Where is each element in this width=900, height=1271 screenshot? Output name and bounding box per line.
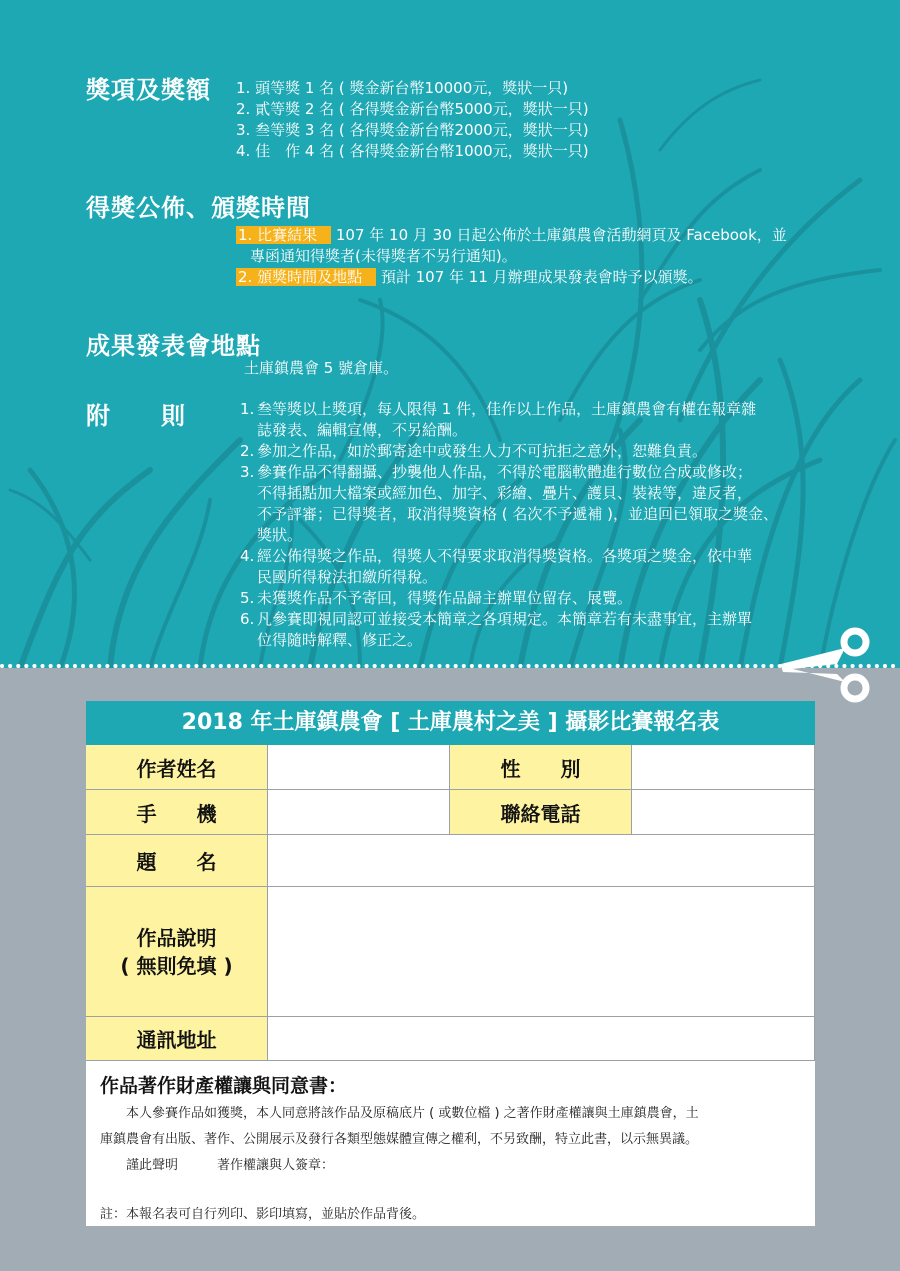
scissors-icon	[775, 624, 875, 712]
work-title-label: 題 名	[86, 835, 268, 887]
prize-item: 1. 頭等獎 1 名 ( 獎金新台幣10000元，獎狀一只)	[236, 79, 569, 97]
prize-item: 4. 佳 作 4 名 ( 各得獎金新台幣1000元，獎狀一只)	[236, 142, 589, 160]
prize-item: 3. 叁等獎 3 名 ( 各得獎金新台幣2000元，獎狀一只)	[236, 121, 589, 139]
work-title-field[interactable]	[268, 835, 815, 887]
form-title: 2018 年土庫鎮農會 [ 土庫農村之美 ] 攝影比賽報名表	[86, 701, 815, 745]
description-field[interactable]	[268, 887, 815, 1017]
mobile-label: 手 機	[86, 790, 268, 835]
author-name-field[interactable]	[268, 745, 450, 790]
rule-item: 5. 未獲獎作品不予寄回，得獎作品歸主辦單位留存、展覽。	[240, 589, 633, 607]
consent-text: 本人參賽作品如獲獎，本人同意將該作品及原稿底片 ( 或數位檔 ) 之著作財產權讓與土庫鎮農會，土 庫鎮農會有出版、著作、公開展示及發行各類型態媒體宣傳之權利，不另致酬，特立此書，以示無異議。 謹此聲明 著作權讓與人簽章：	[100, 1106, 699, 1173]
description-label: 作品說明 ( 無則免填 )	[86, 887, 268, 1017]
author-name-label: 作者姓名	[86, 745, 268, 790]
venue-text: 土庫鎮農會 5 號倉庫。	[244, 359, 399, 377]
registration-form	[86, 701, 815, 1226]
announce-item-2-label: 2. 頒獎時間及地點	[236, 268, 376, 286]
announce-item-2	[236, 267, 703, 288]
announce-item-2-text: 預計 107 年 11 月辦理成果發表會時予以頒獎。	[380, 268, 703, 286]
prizes-title: 獎項及獎額	[86, 76, 211, 104]
rules-list	[240, 399, 830, 651]
address-field[interactable]	[268, 1017, 815, 1061]
rule-item: 4. 經公佈得獎之作品，得獎人不得要求取消得獎資格。各獎項之獎金，依中華 民國所得稅法扣繳所得稅。	[240, 547, 753, 586]
rule-item: 3. 參賽作品不得翻攝、抄襲他人作品，不得於電腦軟體進行數位合成或修改； 不得插點加大檔案或經加色、加字、彩繪、疊片、護貝、裝裱等，違反者， 不予評審；已得獎者，取消得獎資格 ( 名次不予遞補 )，並追回已領取之獎金、 獎狀。	[240, 463, 779, 544]
announce-item-1-text: 107 年 10 月 30 日起公佈於土庫鎮農會活動網頁及 Facebook，並	[335, 226, 787, 244]
address-label: 通訊地址	[86, 1017, 268, 1061]
gender-label: 性 別	[450, 745, 632, 790]
consent-title: 作品著作財產權讓與同意書：	[100, 1075, 348, 1097]
mobile-field[interactable]	[268, 790, 450, 835]
announce-item-1-label: 1. 比賽結果	[236, 226, 331, 244]
phone-label: 聯絡電話	[450, 790, 632, 835]
gender-field[interactable]	[632, 745, 815, 790]
form-note: 註：本報名表可自行列印、影印填寫，並貼於作品背後。	[100, 1207, 426, 1222]
rule-item: 2. 參加之作品，如於郵寄途中或發生人力不可抗拒之意外，恕難負責。	[240, 442, 708, 460]
cut-line	[0, 659, 900, 673]
rules-title: 附 則	[86, 402, 186, 430]
rule-item: 1. 叁等獎以上獎項，每人限得 1 件，佳作以上作品，土庫鎮農會有權在報章雜 誌發表、編輯宣傳，不另給酬。	[240, 400, 757, 439]
announce-item-1-text2: 專函通知得獎者(未得獎者不另行通知)。	[250, 247, 517, 265]
phone-field[interactable]	[632, 790, 815, 835]
announce-title: 得獎公佈、頒獎時間	[86, 194, 311, 222]
prize-item: 2. 貳等獎 2 名 ( 各得獎金新台幣5000元，獎狀一只)	[236, 100, 589, 118]
rule-item: 6. 凡參賽即視同認可並接受本簡章之各項規定。本簡章若有未盡事宜，主辦單 位得隨時解釋、修正之。	[240, 610, 753, 649]
announce-item-1	[236, 225, 787, 246]
venue-title: 成果發表會地點	[86, 332, 261, 360]
